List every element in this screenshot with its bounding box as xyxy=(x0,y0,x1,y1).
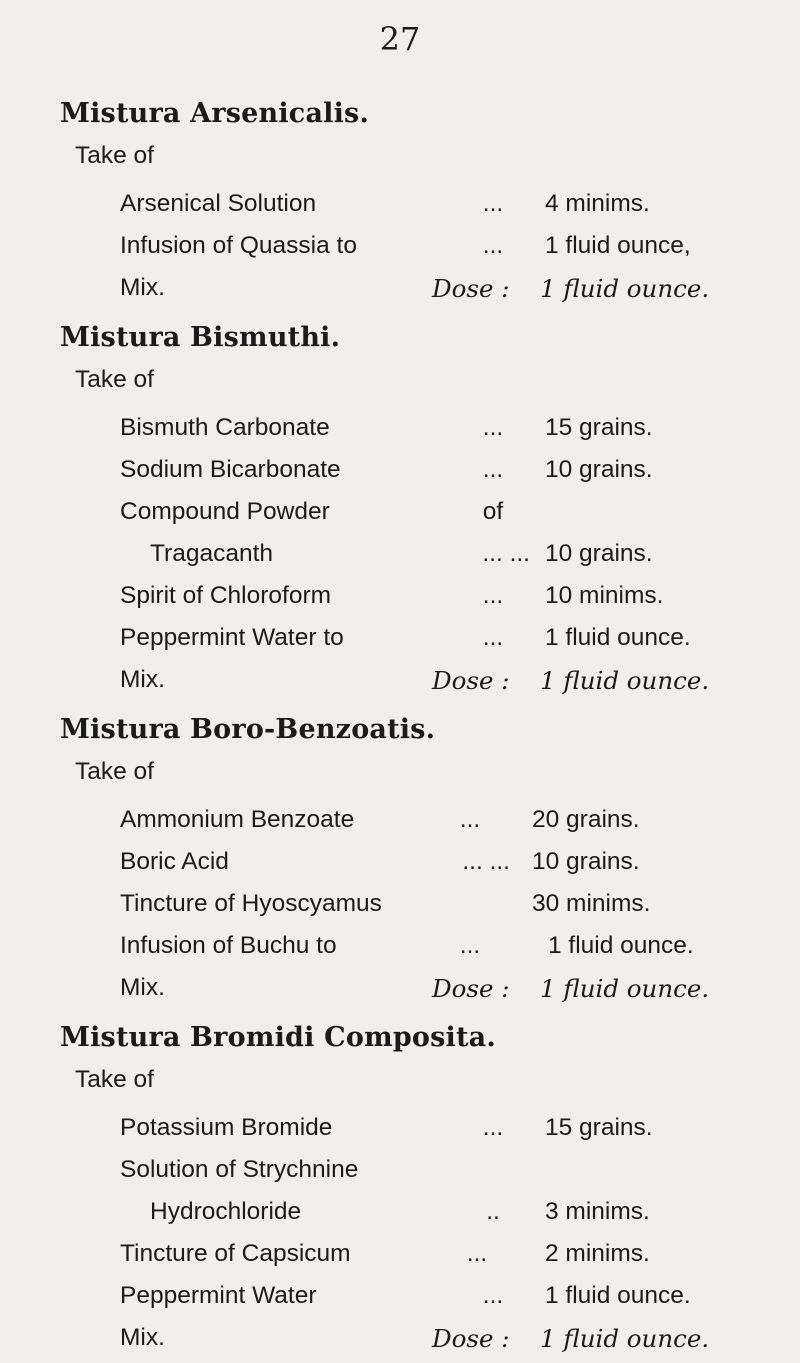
ingredient-name: Sodium Bicarbonate xyxy=(120,456,341,483)
ingredient-row xyxy=(60,498,760,538)
mix-instruction: Mix. xyxy=(120,974,165,1001)
ingredient-quantity: 4 minims. xyxy=(545,190,650,217)
leader-dots: ... xyxy=(482,414,504,441)
ingredient-name: Bismuth Carbonate xyxy=(120,414,330,441)
ingredient-row xyxy=(60,582,760,622)
ingredient-quantity: 1 fluid ounce. xyxy=(548,932,694,959)
leader-dots: ... xyxy=(482,582,504,609)
recipe-title: Mistura Bromidi Composita. xyxy=(60,1022,496,1053)
ingredient-row xyxy=(60,456,760,496)
take-of-label: Take of xyxy=(75,366,154,393)
ingredient-quantity: 15 grains. xyxy=(545,414,653,441)
mix-instruction: Mix. xyxy=(120,274,165,301)
ingredient-row xyxy=(60,1198,760,1238)
ingredient-quantity: 10 minims. xyxy=(545,582,664,609)
ingredient-name: Tincture of Hyoscyamus xyxy=(120,890,382,917)
ingredient-row xyxy=(60,1282,760,1322)
ingredient-quantity: 15 grains. xyxy=(545,1114,653,1141)
ingredient-name: Tincture of Capsicum xyxy=(120,1240,351,1267)
ingredient-name: Infusion of Buchu to xyxy=(120,932,337,959)
ingredient-name: Peppermint Water xyxy=(120,1282,317,1309)
ingredient-row xyxy=(60,1156,760,1196)
ingredient-name: Hydrochloride xyxy=(150,1198,302,1225)
leader-dots: ... xyxy=(459,932,481,959)
dose-label: Dose : xyxy=(432,974,510,1003)
recipe-title: Mistura Boro-Benzoatis. xyxy=(60,714,436,745)
connector-word: of xyxy=(482,498,504,525)
leader-dots: ... ... xyxy=(482,540,530,567)
ingredient-row xyxy=(60,890,760,930)
ingredient-quantity: 30 minims. xyxy=(532,890,651,917)
ingredient-name: Tragacanth xyxy=(150,540,274,567)
ingredient-name: Boric Acid xyxy=(120,848,229,875)
leader-dots: ... xyxy=(482,190,504,217)
leader-dots: ... xyxy=(482,1282,504,1309)
ingredient-row xyxy=(60,414,760,454)
dose-label: Dose : xyxy=(432,666,510,695)
ingredient-quantity: 1 fluid ounce, xyxy=(545,232,691,259)
recipe-title: Mistura Bismuthi. xyxy=(60,322,341,353)
ingredient-row xyxy=(60,806,760,846)
dose-value: 1 fluid ounce. xyxy=(540,1324,710,1353)
take-of-label: Take of xyxy=(75,142,154,169)
ingredient-name: Infusion of Quassia to xyxy=(120,232,357,259)
ingredient-quantity: 20 grains. xyxy=(532,806,640,833)
recipe-title: Mistura Arsenicalis. xyxy=(60,98,370,129)
ingredient-quantity: 10 grains. xyxy=(545,456,653,483)
ingredient-quantity: 10 grains. xyxy=(532,848,640,875)
ingredient-row xyxy=(60,848,760,888)
leader-dots: ... xyxy=(466,1240,488,1267)
ingredient-quantity: 10 grains. xyxy=(545,540,653,567)
dose-label: Dose : xyxy=(432,274,510,303)
ingredient-name: Compound Powder xyxy=(120,498,330,525)
mix-instruction: Mix. xyxy=(120,1324,165,1351)
ingredient-name: Solution of Strychnine xyxy=(120,1156,359,1183)
ingredient-name: Peppermint Water to xyxy=(120,624,344,651)
dose-value: 1 fluid ounce. xyxy=(540,974,710,1003)
page-number: 27 xyxy=(379,20,421,58)
ingredient-row xyxy=(60,624,760,664)
ingredient-name: Arsenical Solution xyxy=(120,190,317,217)
take-of-label: Take of xyxy=(75,1066,154,1093)
leader-dots: ... xyxy=(482,232,504,259)
leader-dots: ... xyxy=(482,1114,504,1141)
take-of-label: Take of xyxy=(75,758,154,785)
ingredient-quantity: 2 minims. xyxy=(545,1240,650,1267)
leader-dots: ... xyxy=(482,624,504,651)
ingredient-row xyxy=(60,190,760,230)
ingredient-name: Ammonium Benzoate xyxy=(120,806,355,833)
ingredient-name: Spirit of Chloroform xyxy=(120,582,332,609)
ingredient-name: Potassium Bromide xyxy=(120,1114,333,1141)
dose-value: 1 fluid ounce. xyxy=(540,274,710,303)
ingredient-row xyxy=(60,932,760,972)
ingredient-row xyxy=(60,232,760,272)
ingredient-row xyxy=(60,540,760,580)
leader-dots: ... ... xyxy=(462,848,510,875)
leader-dots: ... xyxy=(459,806,481,833)
dose-value: 1 fluid ounce. xyxy=(540,666,710,695)
ingredient-row xyxy=(60,1114,760,1154)
ingredient-row xyxy=(60,1240,760,1280)
leader-dots: .. xyxy=(486,1198,500,1225)
dose-label: Dose : xyxy=(432,1324,510,1353)
mix-instruction: Mix. xyxy=(120,666,165,693)
leader-dots: ... xyxy=(482,456,504,483)
ingredient-quantity: 1 fluid ounce. xyxy=(545,1282,691,1309)
ingredient-quantity: 1 fluid ounce. xyxy=(545,624,691,651)
ingredient-quantity: 3 minims. xyxy=(545,1198,650,1225)
